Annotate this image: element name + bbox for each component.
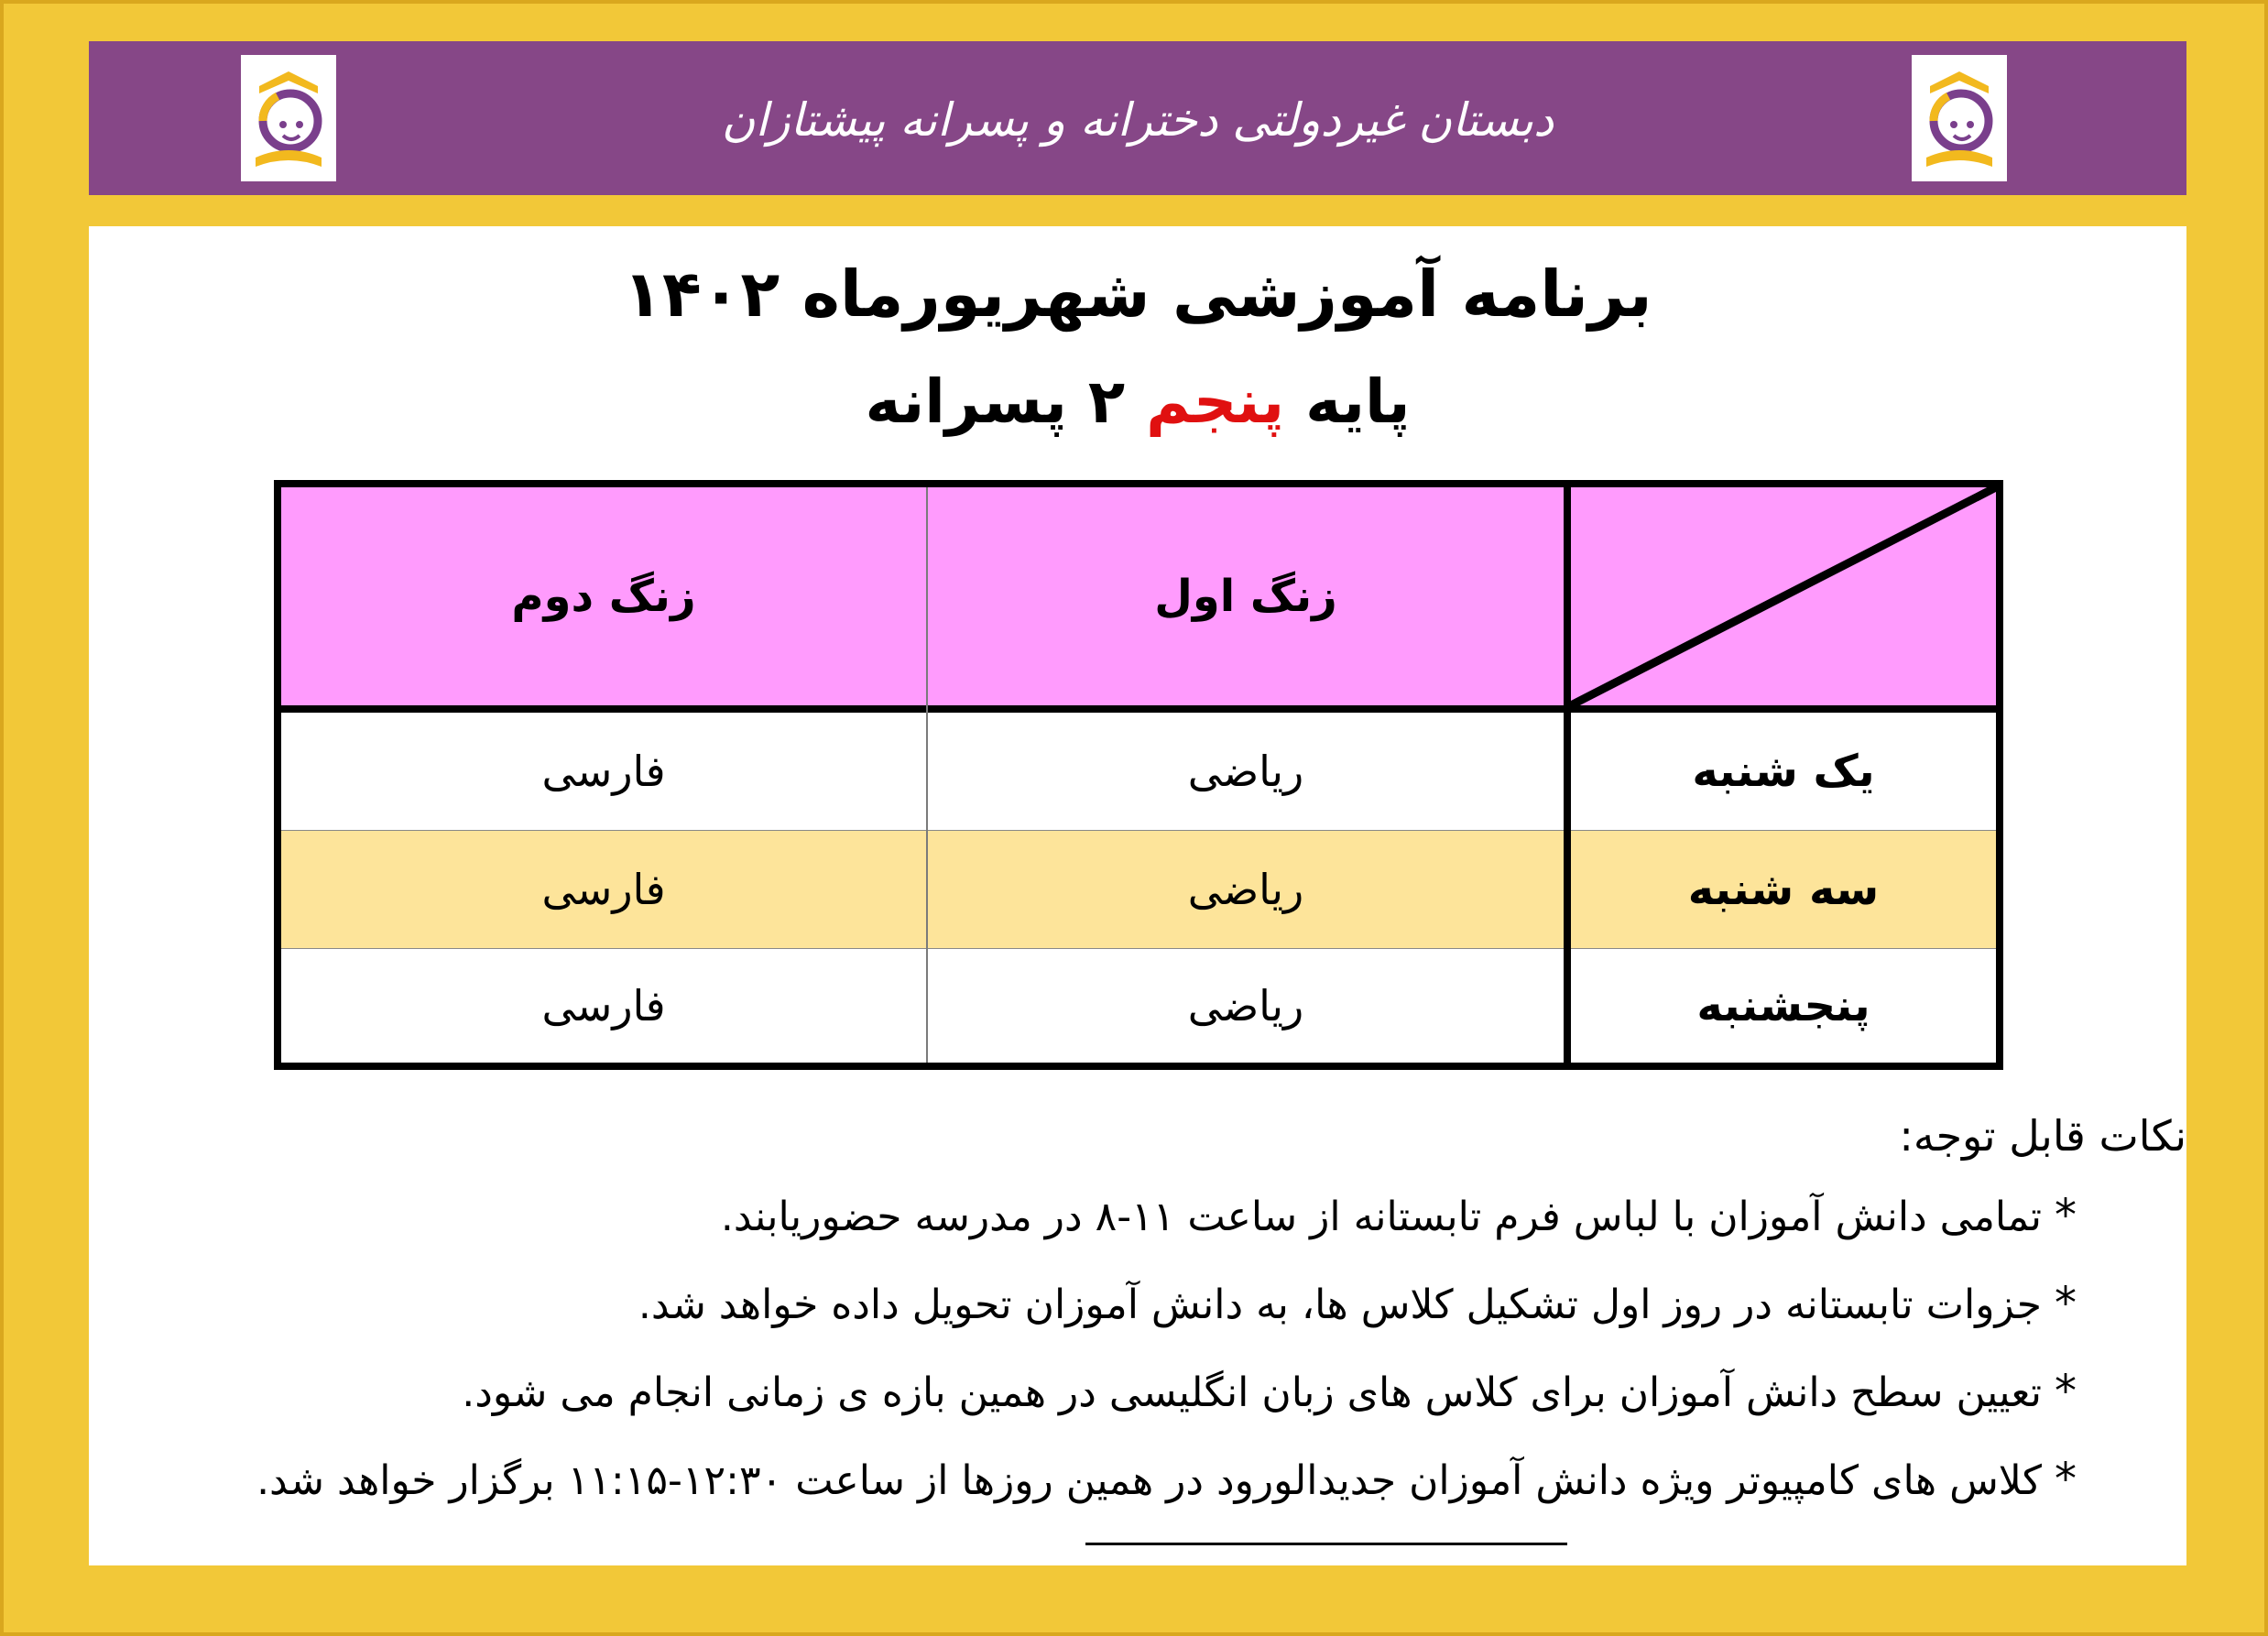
header-divider — [281, 705, 1996, 713]
school-logo-icon — [241, 55, 336, 181]
cell-first-bell: ریاضی — [1187, 865, 1304, 914]
cell-first-bell: ریاضی — [1187, 747, 1304, 796]
note-item — [245, 1269, 2077, 1338]
cell-day: سه شنبه — [1687, 864, 1880, 915]
cell-day: یک شنبه — [1692, 746, 1875, 797]
header-first-bell: زنگ اول — [1154, 571, 1337, 622]
notes-heading: نکات قابل توجه: — [1899, 1111, 2186, 1161]
note-text: تعیین سطح دانش آموزان برای کلاس های زبان انگلیسی در همین بازه ی زمانی انجام می شود. — [462, 1369, 2042, 1416]
note-underline — [1085, 1543, 1567, 1545]
table-row — [281, 949, 1996, 1063]
subtitle-prefix: پایه — [1284, 366, 1411, 437]
star-bullet-icon: * — [2055, 1190, 2077, 1241]
note-text: جزوات تابستانه در روز اول تشکیل کلاس ها، به دانش آموزان تحویل داده خواهد شد. — [638, 1282, 2042, 1328]
note-item — [245, 1357, 2077, 1426]
header-second-bell: زنگ دوم — [511, 571, 696, 622]
page-title: برنامه آموزشی شهریورماه ۱۴۰۲ — [623, 256, 1652, 332]
star-bullet-icon: * — [2055, 1278, 2077, 1329]
header-band — [89, 41, 2186, 195]
note-item — [245, 1181, 2077, 1250]
table-row — [281, 713, 1996, 830]
page-subtitle — [89, 356, 2186, 448]
cell-second-bell: فارسی — [541, 981, 666, 1031]
cell-second-bell: فارسی — [541, 865, 666, 914]
cell-first-bell: ریاضی — [1187, 981, 1304, 1031]
column-divider — [926, 487, 928, 1063]
table-row — [281, 830, 1996, 949]
subtitle-suffix: ۲ پسرانه — [865, 366, 1147, 437]
cell-second-bell: فارسی — [541, 747, 666, 796]
cell-day: پنجشنبه — [1696, 980, 1870, 1031]
note-item — [245, 1445, 2077, 1514]
note-text: تمامی دانش آموزان با لباس فرم تابستانه از ساعت ۱۱-۸ در مدرسه حضوریابند. — [720, 1194, 2042, 1240]
subtitle-grade: پنجم — [1146, 366, 1285, 437]
day-column-divider — [1564, 487, 1571, 1063]
school-logo-icon — [1912, 55, 2007, 181]
star-bullet-icon: * — [2055, 1454, 2077, 1505]
note-text: کلاس های کامپیوتر ویژه دانش آموزان جدیدالورود در همین روزها از ساعت ۱۲:۳۰-۱۱:۱۵ برگزار خواهد شد. — [256, 1457, 2042, 1504]
star-bullet-icon: * — [2055, 1366, 2077, 1417]
schedule-table — [274, 480, 2003, 1070]
content-panel — [89, 226, 2186, 1565]
school-name: دبستان غیردولتی دخترانه و پسرانه پیشتازان — [721, 93, 1554, 147]
diagonal-corner-line — [1571, 487, 1996, 705]
